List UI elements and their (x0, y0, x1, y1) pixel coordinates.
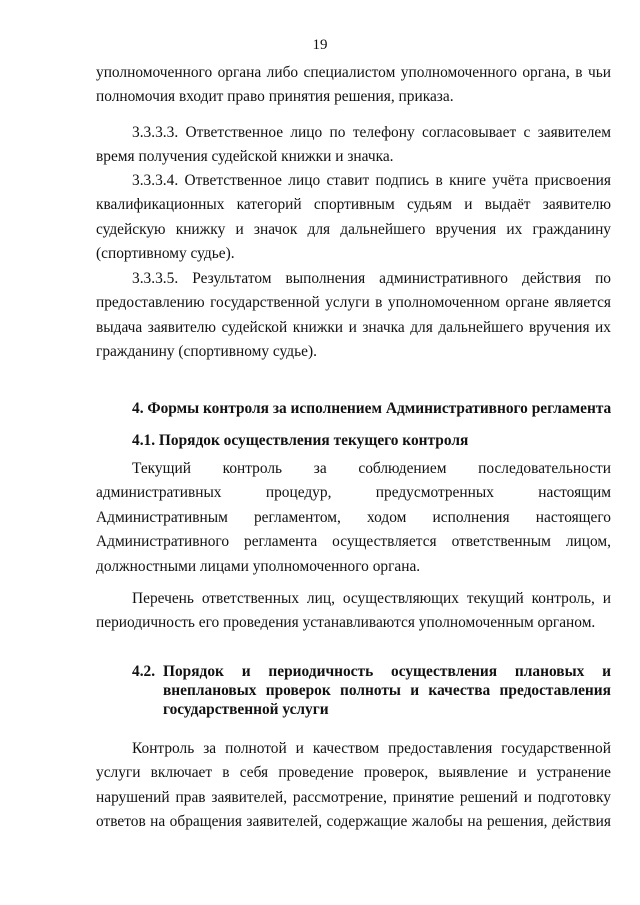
paragraph-responsible-list (96, 587, 611, 636)
paragraph-3-3-3-5 (96, 267, 611, 365)
section-4-2-heading (163, 662, 611, 719)
text-line: нарушений прав заявителей, рассмотрение, принятие решений и подготовку (96, 788, 611, 806)
paragraph-3-3-3-4 (96, 169, 611, 267)
paragraph-current-control (96, 457, 611, 579)
text-line: уполномоченного органа либо специалистом уполномоченного органа, в чьи (96, 64, 611, 81)
text-line: Административного регламента осуществляется ответственным лицом, (96, 533, 611, 551)
text-line: выдача заявителю судейской книжки и значка для дальнейшего вручения их (96, 318, 611, 336)
text-line: 3.3.3.5. Результатом выполнения административного действия по (132, 270, 611, 287)
text-line: (спортивному судье). (96, 245, 235, 263)
text-line: полномочия входит право принятия решения, приказа. (96, 88, 454, 106)
heading-line: государственной услуги (163, 701, 329, 718)
text-line: периодичность его проведения устанавливаются уполномоченным органом. (96, 614, 596, 632)
paragraph-quality-control (96, 737, 611, 835)
text-line: время получения судейской книжки и значка. (96, 148, 394, 166)
heading-line: Порядок и периодичность осуществления плановых и (163, 663, 611, 680)
text-line: квалификационных категорий спортивным судьям и выдаёт заявителю (96, 196, 611, 214)
text-line: 3.3.3.3. Ответственное лицо по телефону согласовывает с заявителем (132, 124, 611, 141)
text-line: Контроль за полнотой и качеством предоставления государственной (132, 740, 611, 757)
heading-line: внеплановых проверок полноты и качества предоставления (163, 682, 611, 699)
text-line: Текущий контроль за соблюдением последовательности (132, 460, 611, 477)
page-number: 19 (312, 37, 328, 53)
paragraph-3-3-3-3 (96, 121, 611, 170)
section-4-heading: 4. Формы контроля за исполнением Административного регламента (132, 400, 612, 417)
section-4-1-heading: 4.1. Порядок осуществления текущего контроля (132, 432, 469, 449)
text-line: административных процедур, предусмотренных настоящим (96, 484, 611, 502)
text-line: предоставлению государственной услуги в уполномоченном органе является (96, 294, 611, 312)
text-line: Перечень ответственных лиц, осуществляющих текущий контроль, и (132, 590, 611, 607)
text-line: ответов на обращения заявителей, содержащие жалобы на решения, действия (96, 813, 611, 831)
text-line: должностными лицами уполномоченного органа. (96, 557, 421, 575)
text-line: услуги включает в себя проведение проверок, выявление и устранение (96, 764, 611, 782)
text-line: гражданину (спортивному судье). (96, 343, 317, 361)
text-line: 3.3.3.4. Ответственное лицо ставит подпись в книге учёта присвоения (132, 172, 611, 189)
paragraph-continuation (96, 61, 611, 110)
section-4-2-number: 4.2. (132, 663, 156, 680)
text-line: судейскую книжку и значок для дальнейшего вручения их гражданину (96, 220, 611, 238)
text-line: Административным регламентом, ходом исполнения настоящего (96, 508, 611, 526)
